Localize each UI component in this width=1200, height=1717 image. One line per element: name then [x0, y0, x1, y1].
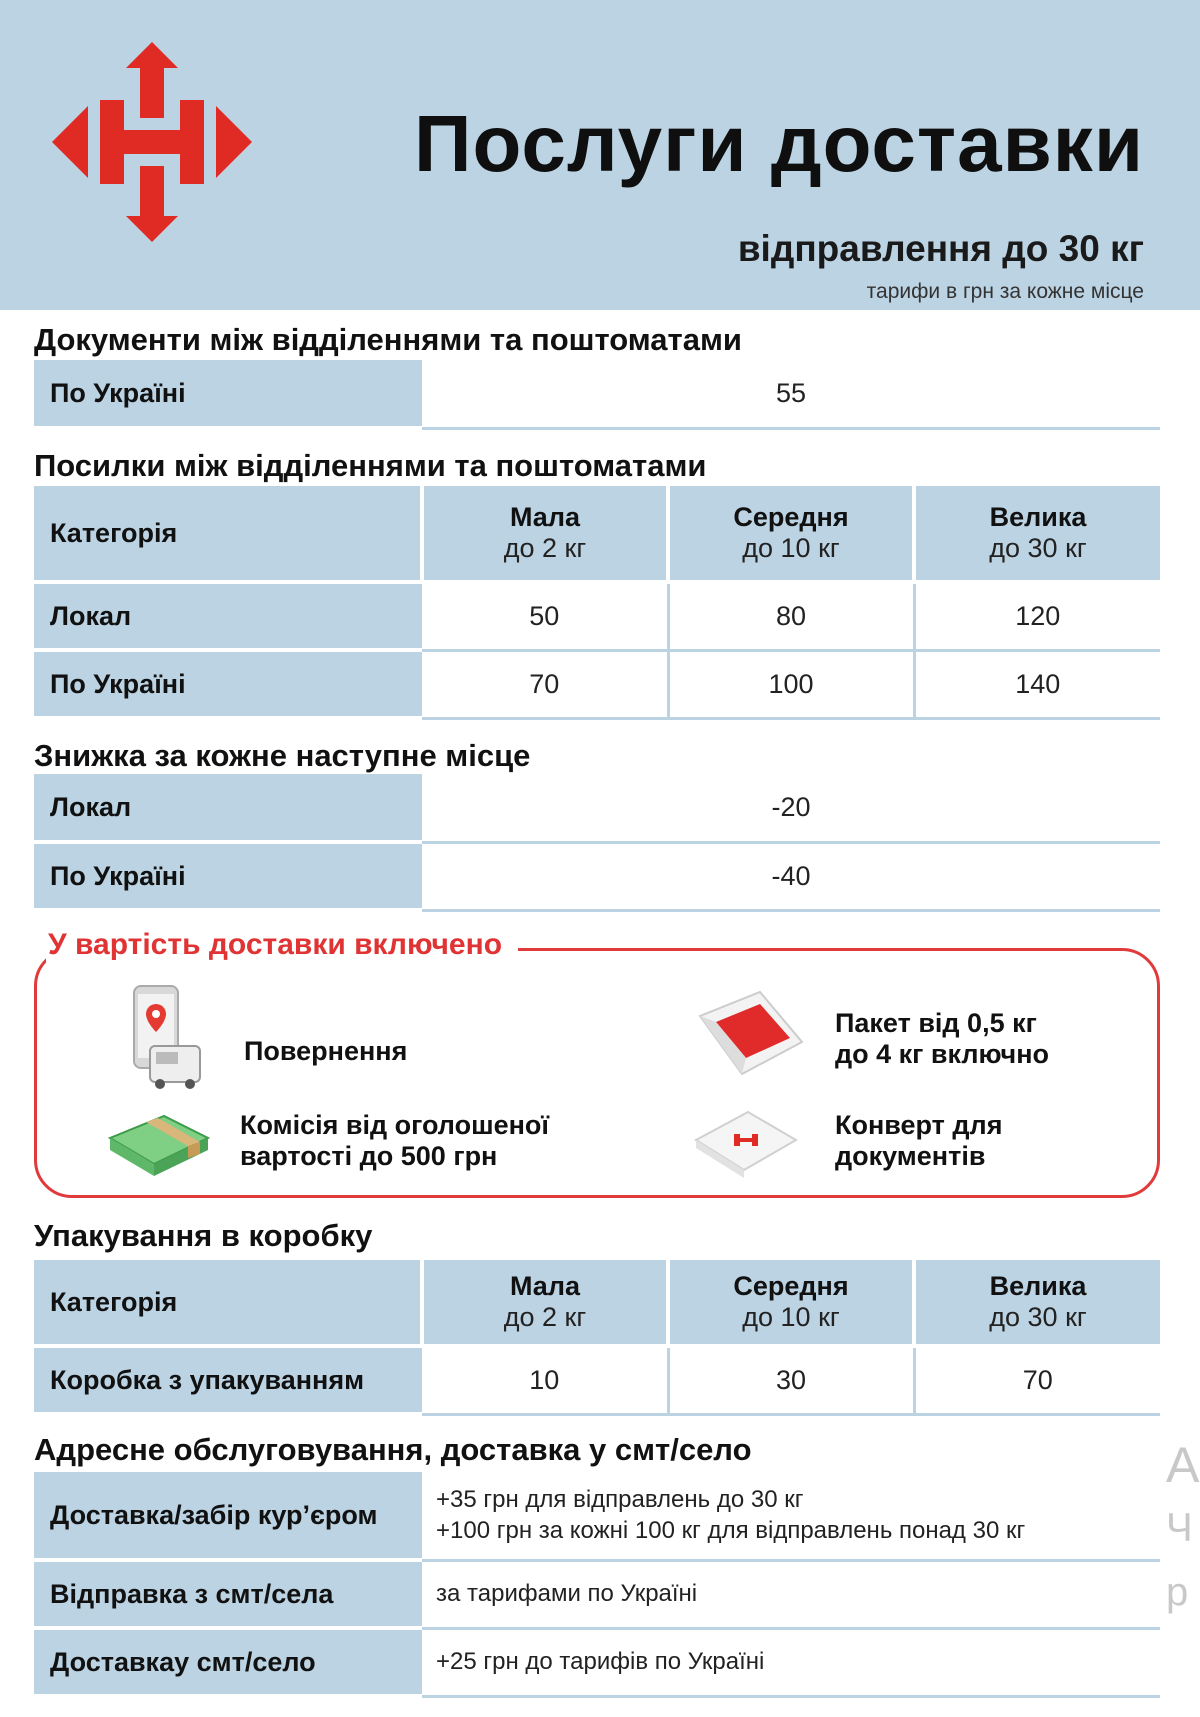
- row-value: -40: [422, 842, 1160, 910]
- included-item-package: Пакет від 0,5 кг до 4 кг включно: [835, 1008, 1050, 1070]
- row-label: По Україні: [34, 842, 422, 910]
- row-label: По Україні: [34, 360, 422, 428]
- cell-value: 70: [422, 650, 668, 718]
- boxing-table: [34, 1260, 1160, 1416]
- tariff-note: тарифи в грн за кожне місце: [866, 280, 1144, 303]
- row-value: -20: [422, 774, 1160, 842]
- included-item-envelope: Конверт для документів: [835, 1110, 1003, 1172]
- row-label: Локал: [34, 774, 422, 842]
- nova-poshta-logo-icon: [52, 42, 252, 242]
- page-subtitle: відправлення до 30 кг: [737, 228, 1144, 269]
- table-row: [34, 650, 1160, 718]
- column-medium: Середня до 10 кг: [668, 486, 914, 582]
- documents-table: [34, 360, 1160, 430]
- table-row: [34, 842, 1160, 910]
- address-heading: Адресне обслуговування, доставка у смт/село: [34, 1432, 752, 1467]
- row-label: По Україні: [34, 650, 422, 718]
- side-fragment: р: [1166, 1570, 1189, 1614]
- included-item-commission: Комісія від оголошеної вартості до 500 грн: [240, 1110, 550, 1172]
- cell-value: 80: [668, 582, 914, 650]
- cell-value: 120: [914, 582, 1160, 650]
- table-row: [34, 360, 1160, 428]
- table-row: [34, 774, 1160, 842]
- row-value: 55: [422, 360, 1160, 428]
- row-label: Доставкау смт/село: [34, 1628, 422, 1696]
- column-large: Велика до 30 кг: [914, 1260, 1160, 1346]
- side-fragment: Ч: [1166, 1506, 1193, 1550]
- column-small: Мала до 2 кг: [422, 486, 668, 582]
- page-title: Послуги доставки: [414, 99, 1144, 188]
- side-fragment: А: [1166, 1437, 1200, 1493]
- column-medium: Середня до 10 кг: [668, 1260, 914, 1346]
- parcels-heading: Посилки між відділеннями та поштоматами: [34, 448, 707, 483]
- header-banner: [0, 0, 1200, 310]
- row-text: +25 грн до тарифів по Україні: [422, 1628, 1160, 1696]
- row-text: +35 грн для відправлень до 30 кг +100 грн за кожні 100 кг для відправлень понад 30 кг: [422, 1472, 1160, 1560]
- row-label: Локал: [34, 582, 422, 650]
- table-header-row: [34, 486, 1160, 582]
- document-envelope-icon: [690, 1104, 802, 1184]
- phone-location-icon: [120, 982, 210, 1092]
- table-row: [34, 1346, 1160, 1414]
- category-header: Категорія: [34, 1260, 422, 1346]
- boxing-heading: Упакування в коробку: [34, 1218, 373, 1253]
- discount-table: [34, 774, 1160, 912]
- table-row: [34, 1472, 1160, 1560]
- included-heading: У вартість доставки включено: [46, 928, 518, 962]
- row-label: Відправка з смт/села: [34, 1560, 422, 1628]
- category-header: Категорія: [34, 486, 422, 582]
- included-item-return: Повернення: [244, 1036, 408, 1066]
- table-row: [34, 1560, 1160, 1628]
- table-row: [34, 1628, 1160, 1696]
- parcels-table: [34, 486, 1160, 720]
- money-stack-icon: [104, 1108, 214, 1180]
- row-label: Коробка з упакуванням: [34, 1346, 422, 1414]
- table-row: [34, 582, 1160, 650]
- cell-value: 100: [668, 650, 914, 718]
- package-bag-icon: [690, 986, 810, 1086]
- table-header-row: [34, 1260, 1160, 1346]
- column-small: Мала до 2 кг: [422, 1260, 668, 1346]
- discount-heading: Знижка за кожне наступне місце: [34, 738, 531, 773]
- address-table: [34, 1472, 1160, 1698]
- row-label: Доставка/забір кур’єром: [34, 1472, 422, 1560]
- column-large: Велика до 30 кг: [914, 486, 1160, 582]
- documents-heading: Документи між відділеннями та поштоматами: [34, 322, 742, 357]
- cell-value: 70: [914, 1346, 1160, 1414]
- cell-value: 50: [422, 582, 668, 650]
- cell-value: 30: [668, 1346, 914, 1414]
- cell-value: 10: [422, 1346, 668, 1414]
- row-text: за тарифами по Україні: [422, 1560, 1160, 1628]
- cell-value: 140: [914, 650, 1160, 718]
